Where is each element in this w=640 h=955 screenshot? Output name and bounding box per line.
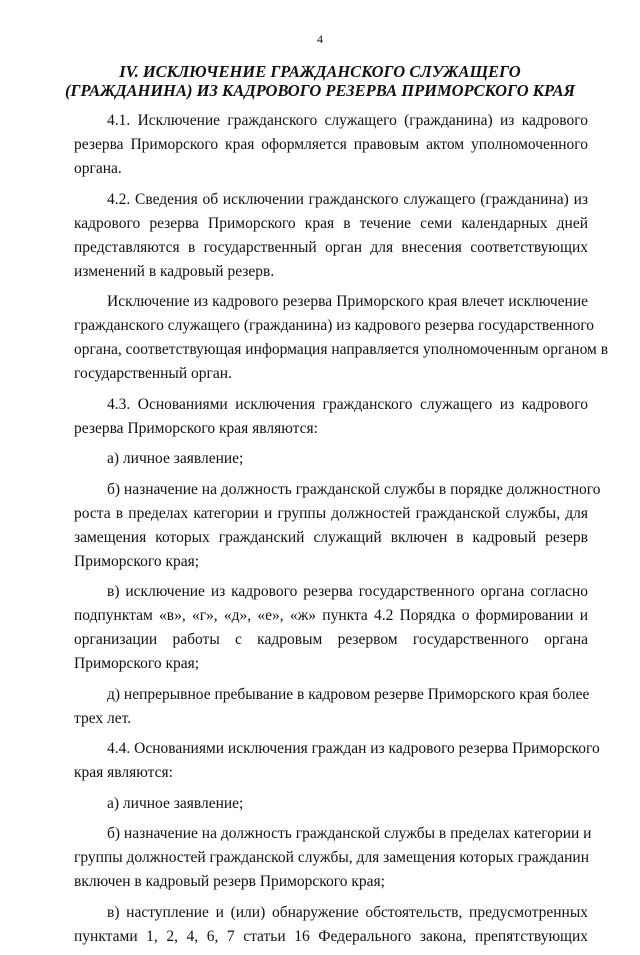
text-line: изменений в кадровый резерв. bbox=[74, 262, 275, 280]
text-line: включен в кадровый резерв Приморского края; bbox=[74, 873, 385, 890]
heading-line: IV. ИСКЛЮЧЕНИЕ ГРАЖДАНСКОГО СЛУЖАЩЕГО bbox=[119, 62, 521, 81]
paragraph bbox=[74, 683, 588, 731]
text-line: а) личное заявление; bbox=[107, 450, 244, 467]
text-line: трех лет. bbox=[74, 709, 132, 727]
document-body bbox=[74, 109, 609, 955]
text-line: роста в пределах категории и группы должностей гражданской службы, для bbox=[74, 504, 588, 522]
text-line: пунктами 1, 2, 4, 6, 7 статьи 16 Федерального закона, препятствующих bbox=[74, 927, 588, 945]
paragraph bbox=[74, 792, 588, 816]
text-line: государственный орган. bbox=[74, 365, 232, 382]
paragraph bbox=[74, 901, 588, 949]
text-line: Приморского края; bbox=[74, 552, 200, 570]
text-line: резерва Приморского края оформляется правовым актом уполномоченного bbox=[74, 136, 588, 153]
paragraph bbox=[74, 447, 588, 471]
paragraph bbox=[74, 822, 592, 894]
paragraph bbox=[74, 393, 588, 441]
text-line: 4.1. Исключение гражданского служащего (гражданина) из кадрового bbox=[107, 112, 588, 129]
text-line: в) наступление и (или) обнаружение обстоятельств, предусмотренных bbox=[107, 903, 588, 921]
page-number: 4 bbox=[317, 32, 323, 46]
paragraph bbox=[74, 188, 588, 284]
text-line: гражданского служащего (гражданина) из кадрового резерва государственного bbox=[74, 317, 595, 334]
heading-line: (ГРАЖДАНИНА) ИЗ КАДРОВОГО РЕЗЕРВА ПРИМОРСКОГО КРАЯ bbox=[65, 81, 575, 100]
text-line: резерва Приморского края являются: bbox=[74, 419, 318, 437]
text-line: 4.2. Сведения об исключении гражданского служащего (гражданина) из bbox=[107, 190, 588, 208]
paragraph bbox=[74, 109, 588, 181]
text-line: б) назначение на должность гражданской службы в порядке должностного bbox=[107, 480, 601, 498]
text-line: организации работы с кадровым резервом государственного органа bbox=[74, 631, 588, 648]
text-line: Исключение из кадрового резерва Приморского края влечет исключение bbox=[107, 293, 588, 310]
text-line: подпунктам «в», «г», «д», «е», «ж» пункта 4.2 Порядка о формировании и bbox=[74, 607, 588, 624]
paragraph bbox=[74, 290, 609, 386]
text-line: кадрового резерва Приморского края в течение семи календарных дней bbox=[74, 214, 588, 232]
text-line: в) исключение из кадрового резерва государственного органа согласно bbox=[107, 583, 588, 600]
text-line: б) назначение на должность гражданской службы в пределах категории и bbox=[107, 825, 592, 842]
text-line: группы должностей гражданской службы, для замещения которых гражданин bbox=[74, 849, 590, 866]
paragraph bbox=[74, 737, 600, 785]
text-line: края являются: bbox=[74, 764, 173, 781]
text-line: органа. bbox=[74, 160, 122, 177]
text-line: д) непрерывное пребывание в кадровом резерве Приморского края более bbox=[107, 685, 590, 703]
text-line: 4.3. Основаниями исключения гражданского служащего из кадрового bbox=[107, 395, 588, 413]
section-heading bbox=[60, 62, 580, 100]
text-line: представляются в государственный орган для внесения соответствующих bbox=[74, 238, 588, 256]
text-line: 4.4. Основаниями исключения граждан из кадрового резерва Приморского bbox=[107, 740, 600, 757]
text-line: Приморского края; bbox=[74, 655, 200, 672]
text-line: а) личное заявление; bbox=[107, 794, 244, 812]
paragraph bbox=[74, 478, 601, 574]
text-line: замещения которых гражданский служащий включен в кадровый резерв bbox=[74, 528, 588, 546]
text-line: органа, соответствующая информация направляется уполномоченным органом в bbox=[74, 341, 609, 358]
paragraph bbox=[74, 580, 588, 676]
